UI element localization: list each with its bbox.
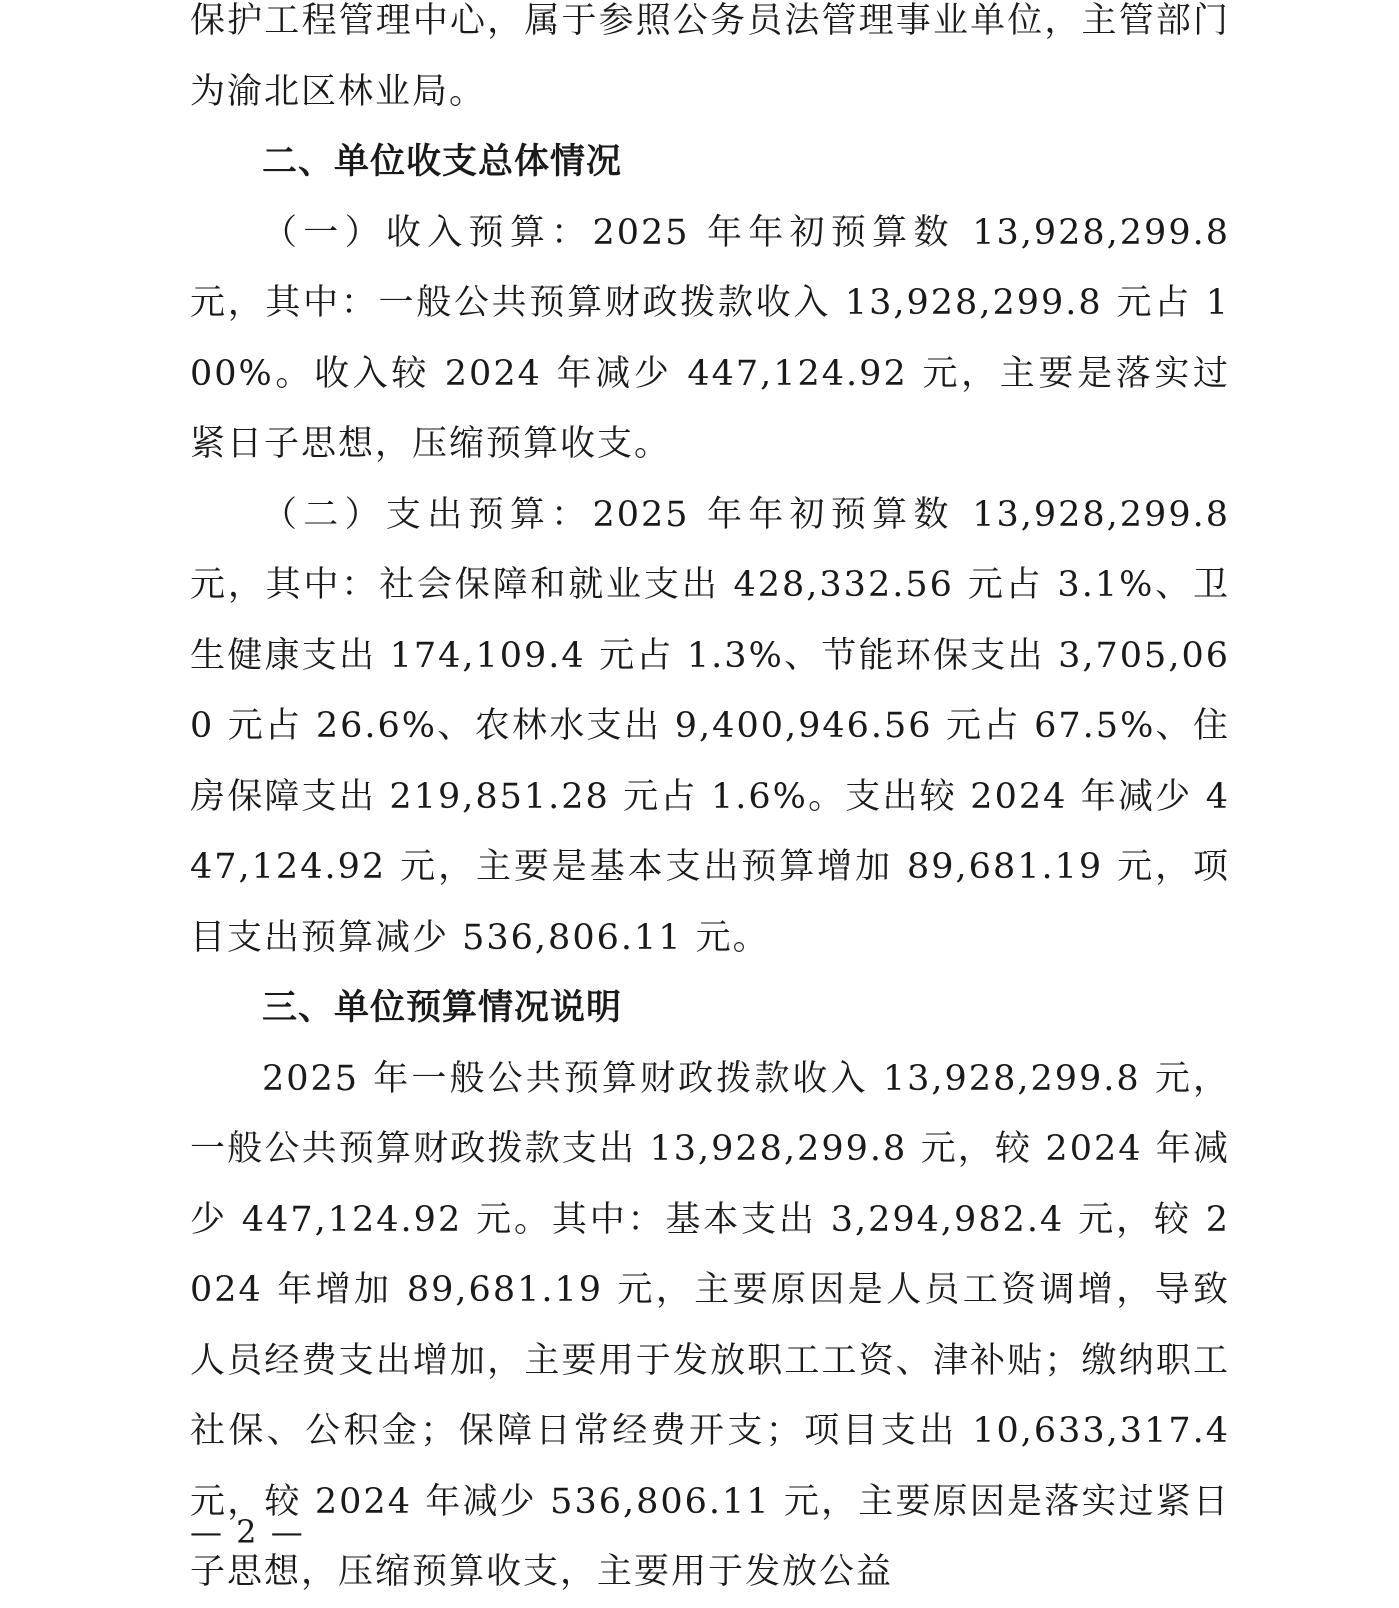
section-heading-income-expenditure: 二、单位收支总体情况: [262, 142, 623, 182]
paragraph-expenditure-budget: （二）支出预算：2025 年年初预算数 13,928,299.8 元，其中：社会保障和就业支出 428,332.56 元占 3.1%、卫生健康支出 174,109.4 元占 1.3%、节能环保支出 3,705,060 元占 26.6%、农林水支出 9,400,946.56 元占 67.5%、住房保障支出 219,851.28 元占 1.6%。支出较 2024 年减少 447,124.92 元，主要是基本支出预算增加 89,681.19 元，项目支出预算减少 536,806.11 元。: [190, 494, 1230, 958]
document-page: [190, 0, 1230, 1608]
paragraph-income-budget: （一）收入预算：2025 年年初预算数 13,928,299.8 元，其中：一般公共预算财政拨款收入 13,928,299.8 元占 100%。收入较 2024 年减少 447,124.92 元，主要是落实过紧日子思想，压缩预算收支。: [190, 212, 1230, 464]
page-number: — 2 —: [190, 1513, 305, 1551]
paragraph-budget-description: 2025 年一般公共预算财政拨款收入 13,928,299.8 元，一般公共预算财政拨款支出 13,928,299.8 元，较 2024 年减少 447,124.92 元。其中：基本支出 3,294,982.4 元，较 2024 年增加 89,681.19 元，主要原因是人员工资调增，导致人员经费支出增加，主要用于发放职工工资、津补贴；缴纳职工社保、公积金；保障日常经费开支；项目支出 10,633,317.4 元，较 2024 年减少 536,806.11 元，主要原因是落实过紧日子思想，压缩预算收支，主要用于发放公益: [190, 1058, 1230, 1592]
paragraph-intro-continuation: 保护工程管理中心，属于参照公务员法管理事业单位，主管部门为渝北区林业局。: [190, 1, 1230, 112]
section-heading-budget-description: 三、单位预算情况说明: [262, 988, 623, 1028]
